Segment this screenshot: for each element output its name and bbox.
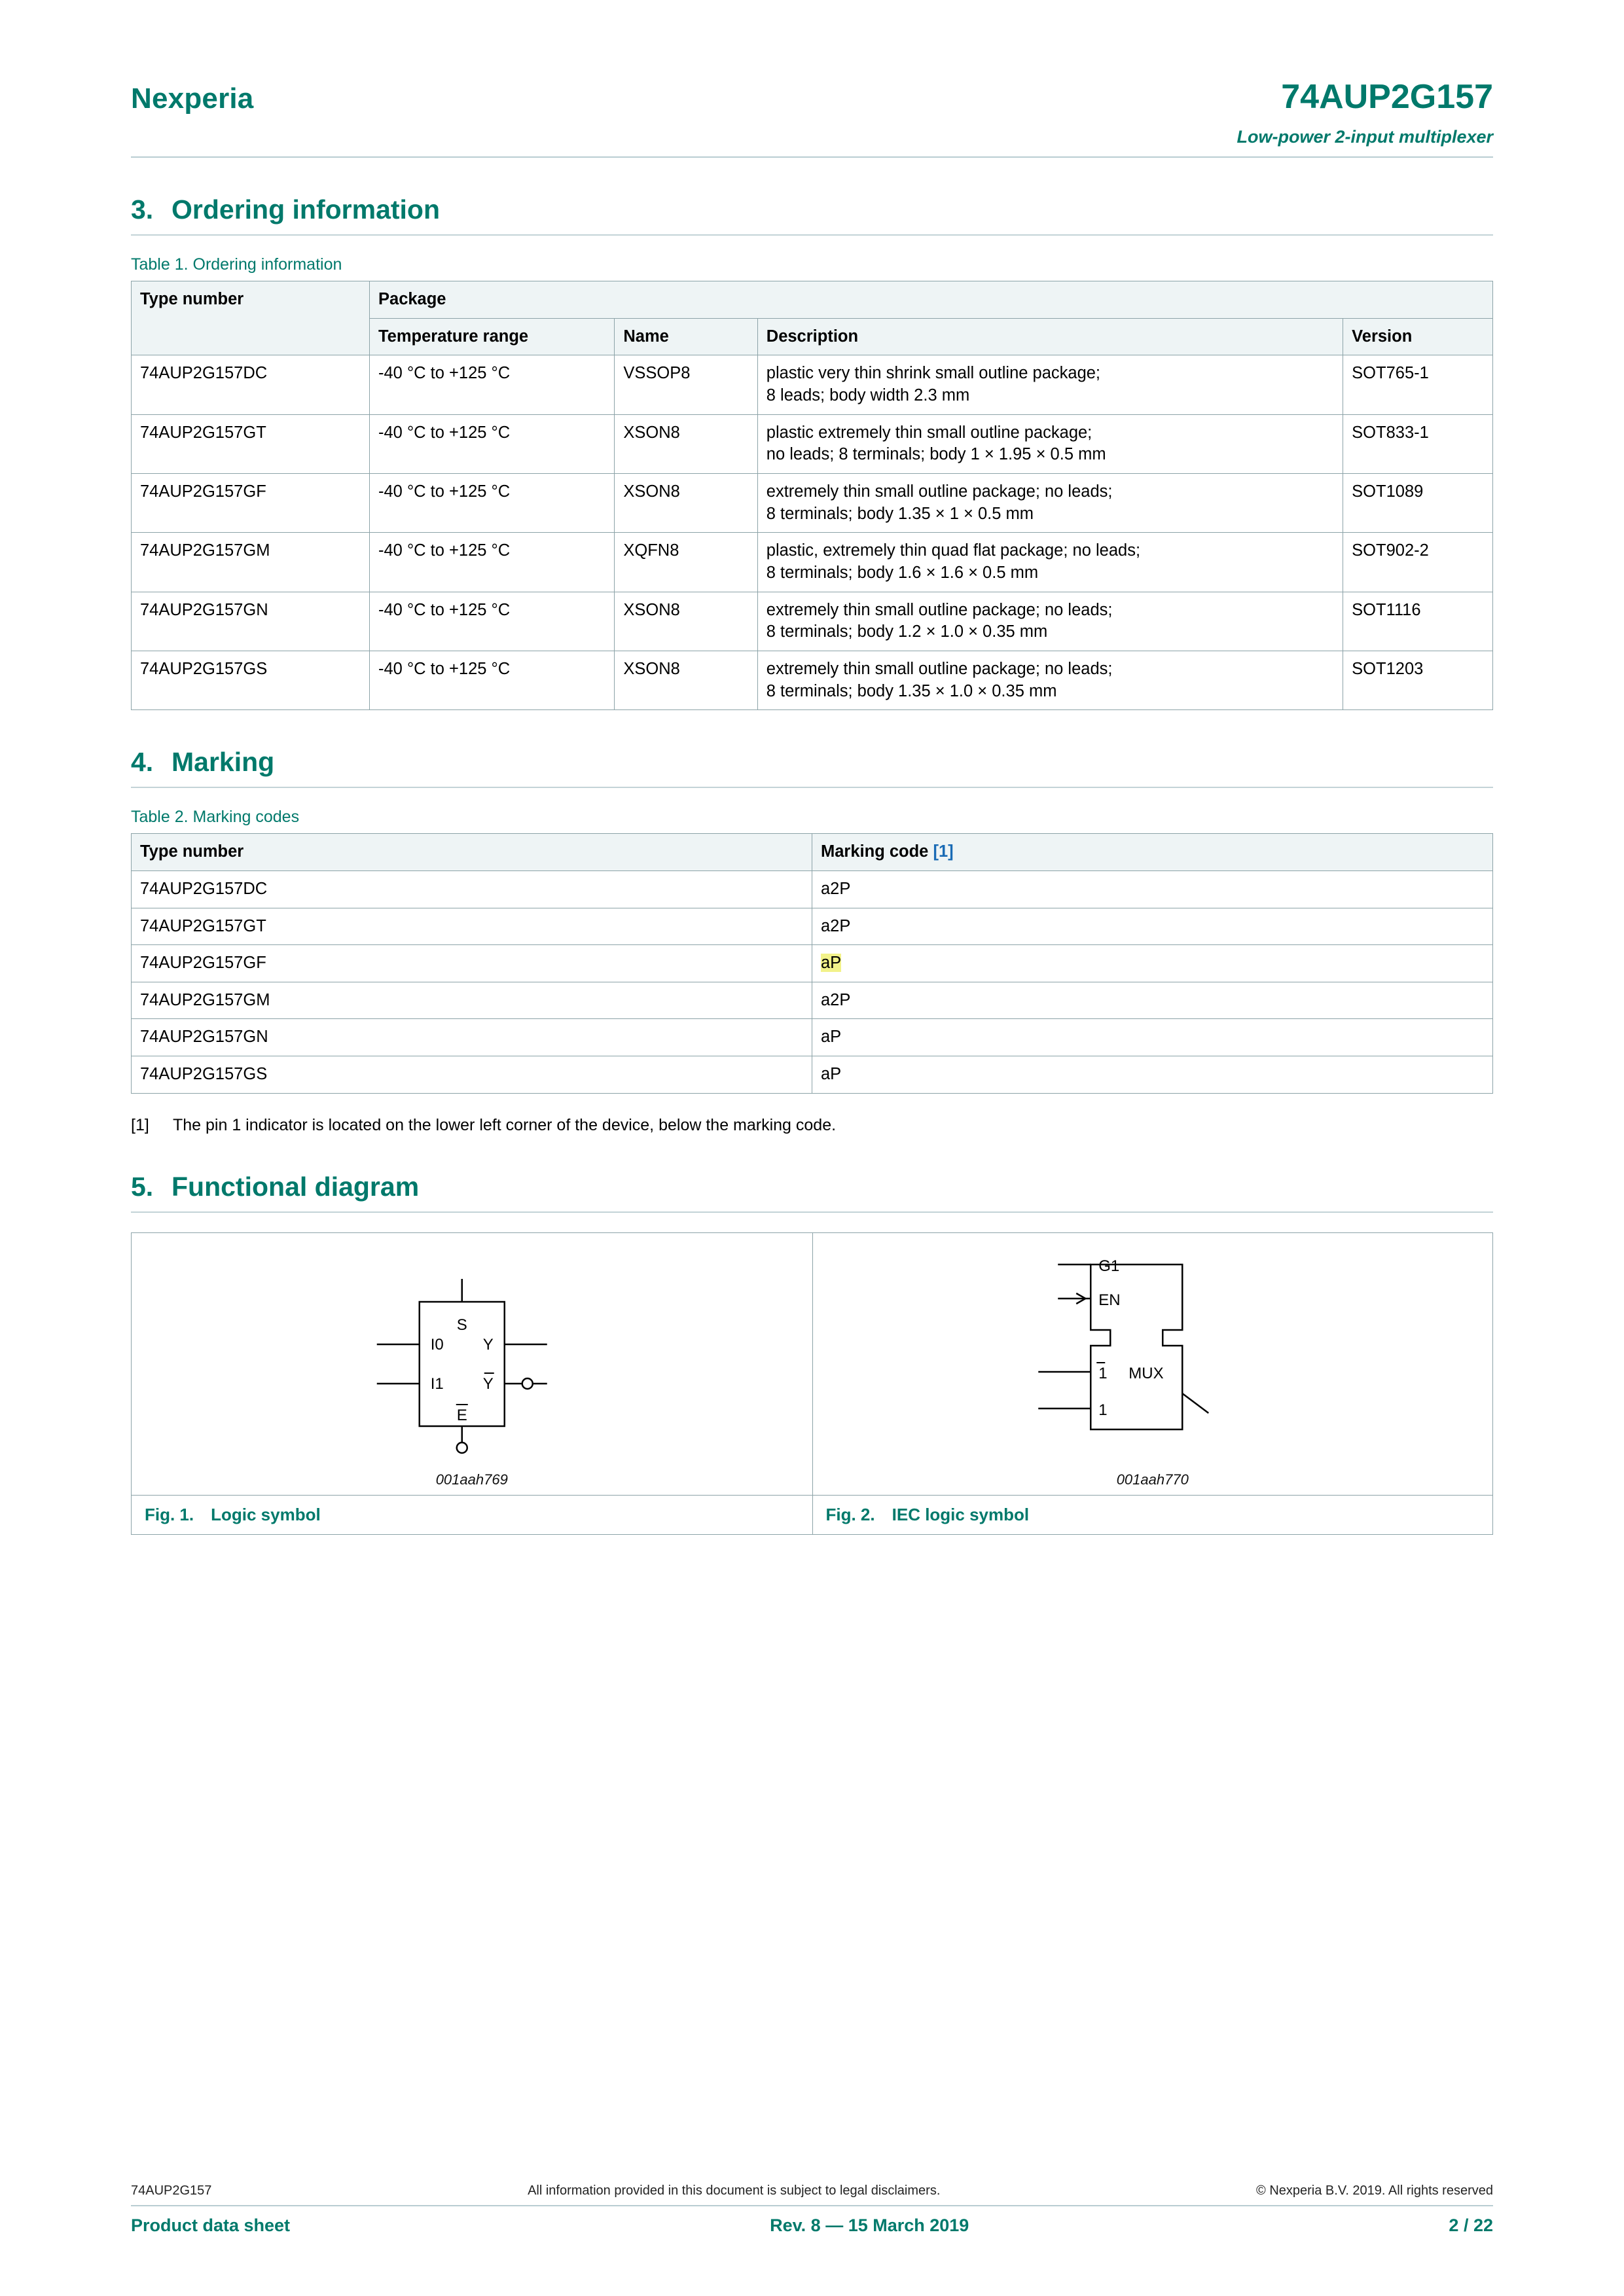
figure-1-title: Logic symbol bbox=[211, 1504, 321, 1524]
pin-label-e-bar: E bbox=[456, 1406, 467, 1424]
cell-type-number: 74AUP2G157GM bbox=[132, 982, 812, 1019]
table1-th-description: Description bbox=[757, 318, 1343, 355]
pin-label-y-bar: Y bbox=[482, 1374, 494, 1393]
section-number-marking: 4. bbox=[131, 747, 154, 778]
cell-marking-code: a2P bbox=[812, 908, 1493, 945]
cell-temperature-range: -40 °C to +125 °C bbox=[370, 355, 615, 414]
cell-version: SOT833-1 bbox=[1343, 414, 1493, 473]
section-heading-marking bbox=[131, 747, 1493, 778]
cell-description bbox=[757, 414, 1343, 473]
cell-description bbox=[757, 473, 1343, 532]
figure-2-code: 001aah770 bbox=[1116, 1471, 1189, 1488]
cell-type-number: 74AUP2G157DC bbox=[132, 355, 370, 414]
footer-disclaimer: All information provided in this document is subject to legal disclaimers. bbox=[528, 2183, 941, 2198]
cell-marking-code: a2P bbox=[812, 982, 1493, 1019]
figure-1-code: 001aah769 bbox=[435, 1471, 508, 1488]
table-row bbox=[132, 870, 1493, 908]
table1-th-version: Version bbox=[1343, 318, 1493, 355]
cell-type-number: 74AUP2G157GT bbox=[132, 414, 370, 473]
table2-th-type-number: Type number bbox=[132, 834, 812, 871]
cell-version: SOT1203 bbox=[1343, 651, 1493, 709]
iec-label-en: EN bbox=[1098, 1291, 1121, 1309]
cell-description bbox=[757, 592, 1343, 651]
marking-codes-table bbox=[131, 833, 1493, 1094]
pin-label-s: S bbox=[456, 1316, 467, 1334]
figure-2-title: IEC logic symbol bbox=[892, 1504, 1030, 1524]
table2-header-row bbox=[132, 834, 1493, 871]
brand-logo: Nexperia bbox=[131, 82, 254, 115]
description-line-2: 8 terminals; body 1.6 × 1.6 × 0.5 mm bbox=[766, 563, 1039, 582]
cell-type-number: 74AUP2G157GN bbox=[132, 592, 370, 651]
cell-version: SOT765-1 bbox=[1343, 355, 1493, 414]
pin-label-i0: I0 bbox=[430, 1335, 444, 1354]
table-row bbox=[132, 1019, 1493, 1056]
iec-label-one: 1 bbox=[1098, 1401, 1108, 1419]
cell-type-number: 74AUP2G157GM bbox=[132, 533, 370, 592]
cell-marking-code: aP bbox=[812, 1019, 1493, 1056]
table1-th-type-number: Type number bbox=[132, 281, 370, 355]
footer-page-number: 2 / 22 bbox=[1449, 2215, 1493, 2235]
table2-footnote bbox=[131, 1116, 1493, 1135]
figure-1-label: Fig. 1. bbox=[145, 1504, 194, 1524]
cell-marking-code: a2P bbox=[812, 870, 1493, 908]
iec-label-g1: G1 bbox=[1098, 1257, 1119, 1275]
cell-type-number: 74AUP2G157GS bbox=[132, 651, 370, 709]
description-line-2: 8 terminals; body 1.2 × 1.0 × 0.35 mm bbox=[766, 622, 1048, 641]
cell-marking-code bbox=[812, 945, 1493, 982]
table2-th-marking-code-label: Marking code bbox=[821, 842, 929, 861]
section-heading-ordering bbox=[131, 194, 1493, 225]
page-footer bbox=[131, 2183, 1493, 2236]
figure-2-artwork bbox=[813, 1233, 1493, 1495]
table-row bbox=[132, 1056, 1493, 1094]
cell-version: SOT902-2 bbox=[1343, 533, 1493, 592]
header-subtitle-row bbox=[131, 127, 1493, 147]
section-divider-marking bbox=[131, 787, 1493, 788]
header-divider bbox=[131, 156, 1493, 158]
table-row bbox=[132, 945, 1493, 982]
pin-label-y: Y bbox=[482, 1335, 494, 1354]
cell-name: XSON8 bbox=[615, 651, 757, 709]
cell-type-number: 74AUP2G157GT bbox=[132, 908, 812, 945]
cell-type-number: 74AUP2G157DC bbox=[132, 870, 812, 908]
part-number-title: 74AUP2G157 bbox=[1281, 78, 1493, 116]
functional-diagram-figures bbox=[131, 1232, 1493, 1535]
cell-name: XSON8 bbox=[615, 592, 757, 651]
section-title-functional: Functional diagram bbox=[171, 1171, 420, 1202]
cell-marking-code: aP bbox=[812, 1056, 1493, 1094]
figure-1-artwork bbox=[132, 1233, 812, 1495]
description-line-2: 8 terminals; body 1.35 × 1.0 × 0.35 mm bbox=[766, 681, 1057, 700]
cell-temperature-range: -40 °C to +125 °C bbox=[370, 592, 615, 651]
cell-type-number: 74AUP2G157GF bbox=[132, 945, 812, 982]
pin-label-i1: I1 bbox=[430, 1374, 444, 1393]
cell-temperature-range: -40 °C to +125 °C bbox=[370, 414, 615, 473]
footnote-marker: [1] bbox=[131, 1115, 149, 1134]
section-heading-functional bbox=[131, 1172, 1493, 1202]
figure-1 bbox=[132, 1233, 812, 1534]
table-row bbox=[132, 592, 1493, 651]
table2-th-marking-code bbox=[812, 834, 1493, 871]
footnote-text: The pin 1 indicator is located on the lower left corner of the device, below the marking code. bbox=[173, 1115, 837, 1134]
footer-doc-type: Product data sheet bbox=[131, 2215, 291, 2235]
cell-description bbox=[757, 651, 1343, 709]
description-line-1: plastic extremely thin small outline package; bbox=[766, 423, 1092, 442]
cell-name: XSON8 bbox=[615, 414, 757, 473]
table-row bbox=[132, 982, 1493, 1019]
description-line-1: plastic very thin shrink small outline package; bbox=[766, 364, 1101, 383]
cell-description bbox=[757, 355, 1343, 414]
description-line-1: extremely thin small outline package; no leads; bbox=[766, 482, 1113, 501]
table1-th-package: Package bbox=[370, 281, 1493, 319]
cell-description bbox=[757, 533, 1343, 592]
footer-revision: Rev. 8 — 15 March 2019 bbox=[770, 2215, 969, 2235]
iec-logic-symbol-svg bbox=[813, 1233, 1493, 1495]
cell-type-number: 74AUP2G157GF bbox=[132, 473, 370, 532]
section-title-ordering: Ordering information bbox=[171, 194, 440, 224]
cell-type-number: 74AUP2G157GN bbox=[132, 1019, 812, 1056]
table-row bbox=[132, 651, 1493, 709]
description-line-1: extremely thin small outline package; no leads; bbox=[766, 600, 1113, 619]
iec-label-one-bar: 1 bbox=[1098, 1364, 1108, 1382]
table-row bbox=[132, 908, 1493, 945]
table1-header-row-1 bbox=[132, 281, 1493, 319]
description-line-1: extremely thin small outline package; no leads; bbox=[766, 659, 1113, 678]
section-number-ordering: 3. bbox=[131, 194, 154, 224]
figure-2-label: Fig. 2. bbox=[825, 1504, 875, 1524]
ordering-information-table bbox=[131, 281, 1493, 710]
description-line-2: 8 terminals; body 1.35 × 1 × 0.5 mm bbox=[766, 504, 1034, 523]
footer-part-number: 74AUP2G157 bbox=[131, 2183, 212, 2198]
table-row bbox=[132, 355, 1493, 414]
cell-name: XSON8 bbox=[615, 473, 757, 532]
cell-version: SOT1089 bbox=[1343, 473, 1493, 532]
description-line-2: no leads; 8 terminals; body 1 × 1.95 × 0.5 mm bbox=[766, 445, 1106, 464]
cell-type-number: 74AUP2G157GS bbox=[132, 1056, 812, 1094]
cell-temperature-range: -40 °C to +125 °C bbox=[370, 651, 615, 709]
logic-symbol-svg bbox=[132, 1233, 812, 1495]
description-line-2: 8 leads; body width 2.3 mm bbox=[766, 386, 970, 404]
section-divider-functional bbox=[131, 1211, 1493, 1213]
table1-th-name: Name bbox=[615, 318, 757, 355]
cell-temperature-range: -40 °C to +125 °C bbox=[370, 533, 615, 592]
marking-code-highlight: aP bbox=[821, 954, 842, 973]
figure-2 bbox=[812, 1233, 1493, 1534]
section-number-functional: 5. bbox=[131, 1171, 154, 1202]
table2-caption: Table 2. Marking codes bbox=[131, 808, 300, 827]
description-line-1: plastic, extremely thin quad flat package; no leads; bbox=[766, 541, 1141, 560]
product-subtitle: Low-power 2-input multiplexer bbox=[1236, 127, 1493, 147]
table-row bbox=[132, 533, 1493, 592]
footnote-ref-link[interactable]: [1] bbox=[933, 842, 954, 861]
footer-bottom-row bbox=[131, 2206, 1493, 2236]
section-divider-ordering bbox=[131, 234, 1493, 236]
cell-temperature-range: -40 °C to +125 °C bbox=[370, 473, 615, 532]
cell-name: VSSOP8 bbox=[615, 355, 757, 414]
table-row bbox=[132, 414, 1493, 473]
table-row bbox=[132, 473, 1493, 532]
cell-version: SOT1116 bbox=[1343, 592, 1493, 651]
cell-name: XQFN8 bbox=[615, 533, 757, 592]
figure-2-caption bbox=[813, 1495, 1493, 1534]
figure-1-caption bbox=[132, 1495, 812, 1534]
section-title-marking: Marking bbox=[171, 747, 275, 778]
footer-copyright: © Nexperia B.V. 2019. All rights reserved bbox=[1256, 2183, 1493, 2198]
table1-th-temperature-range: Temperature range bbox=[370, 318, 615, 355]
iec-label-mux: MUX bbox=[1128, 1364, 1164, 1382]
page-header bbox=[131, 0, 1493, 117]
footer-top-row bbox=[131, 2183, 1493, 2205]
table1-caption: Table 1. Ordering information bbox=[131, 255, 342, 274]
